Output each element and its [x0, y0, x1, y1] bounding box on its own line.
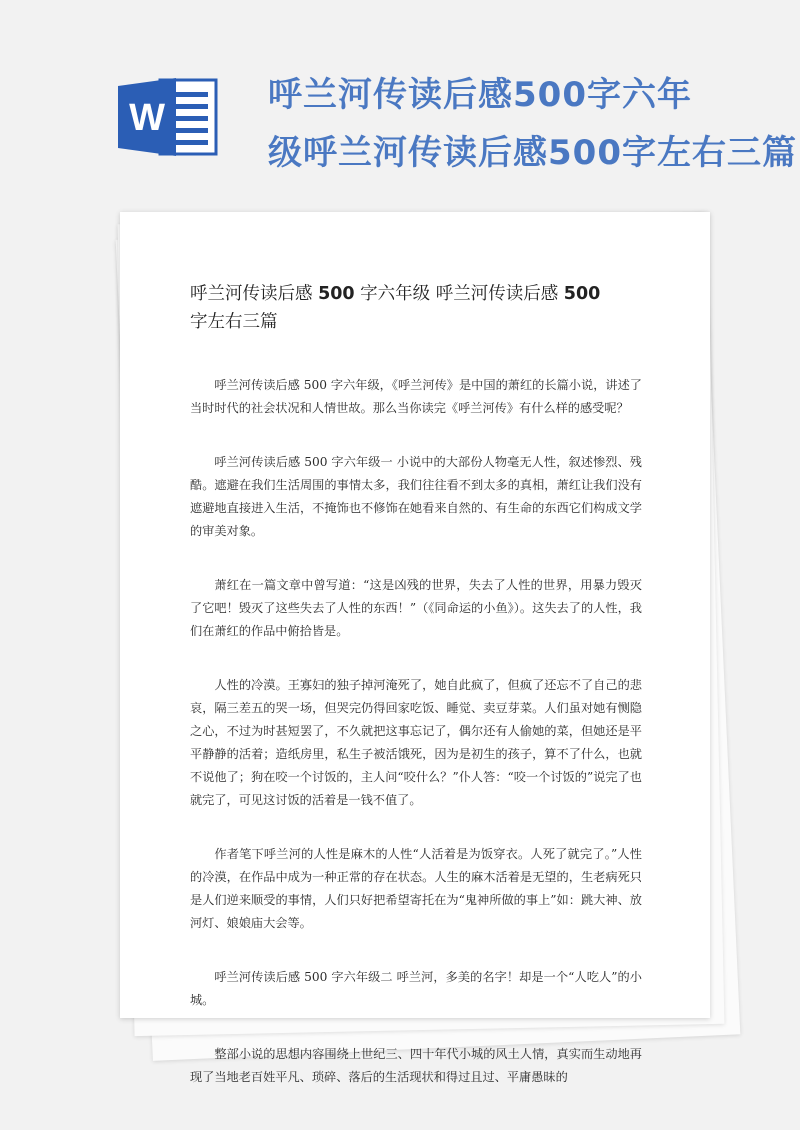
page-title-line-2: 级呼兰河传读后感500字左右三篇 — [268, 133, 797, 173]
document-title: 呼兰河传读后感 500 字六年级 呼兰河传读后感 500 字左右三篇 — [190, 284, 601, 332]
header — [0, 0, 800, 200]
document-page — [120, 212, 710, 1084]
word-document-icon — [118, 78, 218, 156]
paragraph-3: 萧红在一篇文章中曾写道：“这是凶残的世界，失去了人性的世界，用暴力毁灭了它吧！毁灭了这些失去了人性的东西！”（《同命运的小鱼》）。这失去了的人性，我们在萧红的作品中俯拾皆是。 — [190, 578, 642, 638]
page-title-line-1: 呼兰河传读后感500字六年 — [268, 75, 692, 115]
page-title — [268, 66, 797, 182]
paragraph-7: 整部小说的思想内容围绕上世纪三、四十年代小城的风土人情，真实而生动地再现了当地老百姓平凡、琐碎、落后的生活现状和得过且过、平庸愚昧的 — [190, 1047, 642, 1084]
paragraph-4: 人性的冷漠。王寡妇的独子掉河淹死了，她自此疯了，但疯了还忘不了自己的悲哀，隔三差五的哭一场，但哭完仍得回家吃饭、睡觉、卖豆芽菜。人们虽对她有恻隐之心，不过为时甚短罢了，不久就把这事忘记了，偶尔还有人偷她的菜，但她还是平平静静的活着；造纸房里，私生子被活饿死，因为是初生的孩子，算不了什么，也就不说他了；狗在咬一个讨饭的，主人问“咬什么？”仆人答：“咬一个讨饭的”说完了也就完了，可见这讨饭的活着是一钱不值了。 — [190, 678, 642, 807]
document-body — [190, 374, 642, 1120]
paragraph-1: 呼兰河传读后感 500 字六年级，《呼兰河传》是中国的萧红的长篇小说，讲述了当时时代的社会状况和人情世故。那么当你读完《呼兰河传》有什么样的感受呢？ — [190, 378, 642, 415]
paragraph-5: 作者笔下呼兰河的人性是麻木的人性“人活着是为饭穿衣。人死了就完了。”人性的冷漠，在作品中成为一种正常的存在状态。人生的麻木活着是无望的，生老病死只是人们逆来顺受的事情，人们只好把希望寄托在为“鬼神所做的事上”如：跳大神、放河灯、娘娘庙大会等。 — [190, 847, 642, 930]
paragraph-2: 呼兰河传读后感 500 字六年级一 小说中的大部份人物毫无人性，叙述惨烈、残酷。遮避在我们生活周围的事情太多，我们往往看不到太多的真相，萧红让我们没有遮避地直接进入生活，不掩饰也不修饰在她看来自然的、有生命的东西它们构成文学的审美对象。 — [190, 455, 642, 538]
paragraph-6: 呼兰河传读后感 500 字六年级二 呼兰河，多美的名字！却是一个“人吃人”的小城。 — [190, 970, 642, 1007]
word-icon-letter: W — [129, 97, 165, 139]
